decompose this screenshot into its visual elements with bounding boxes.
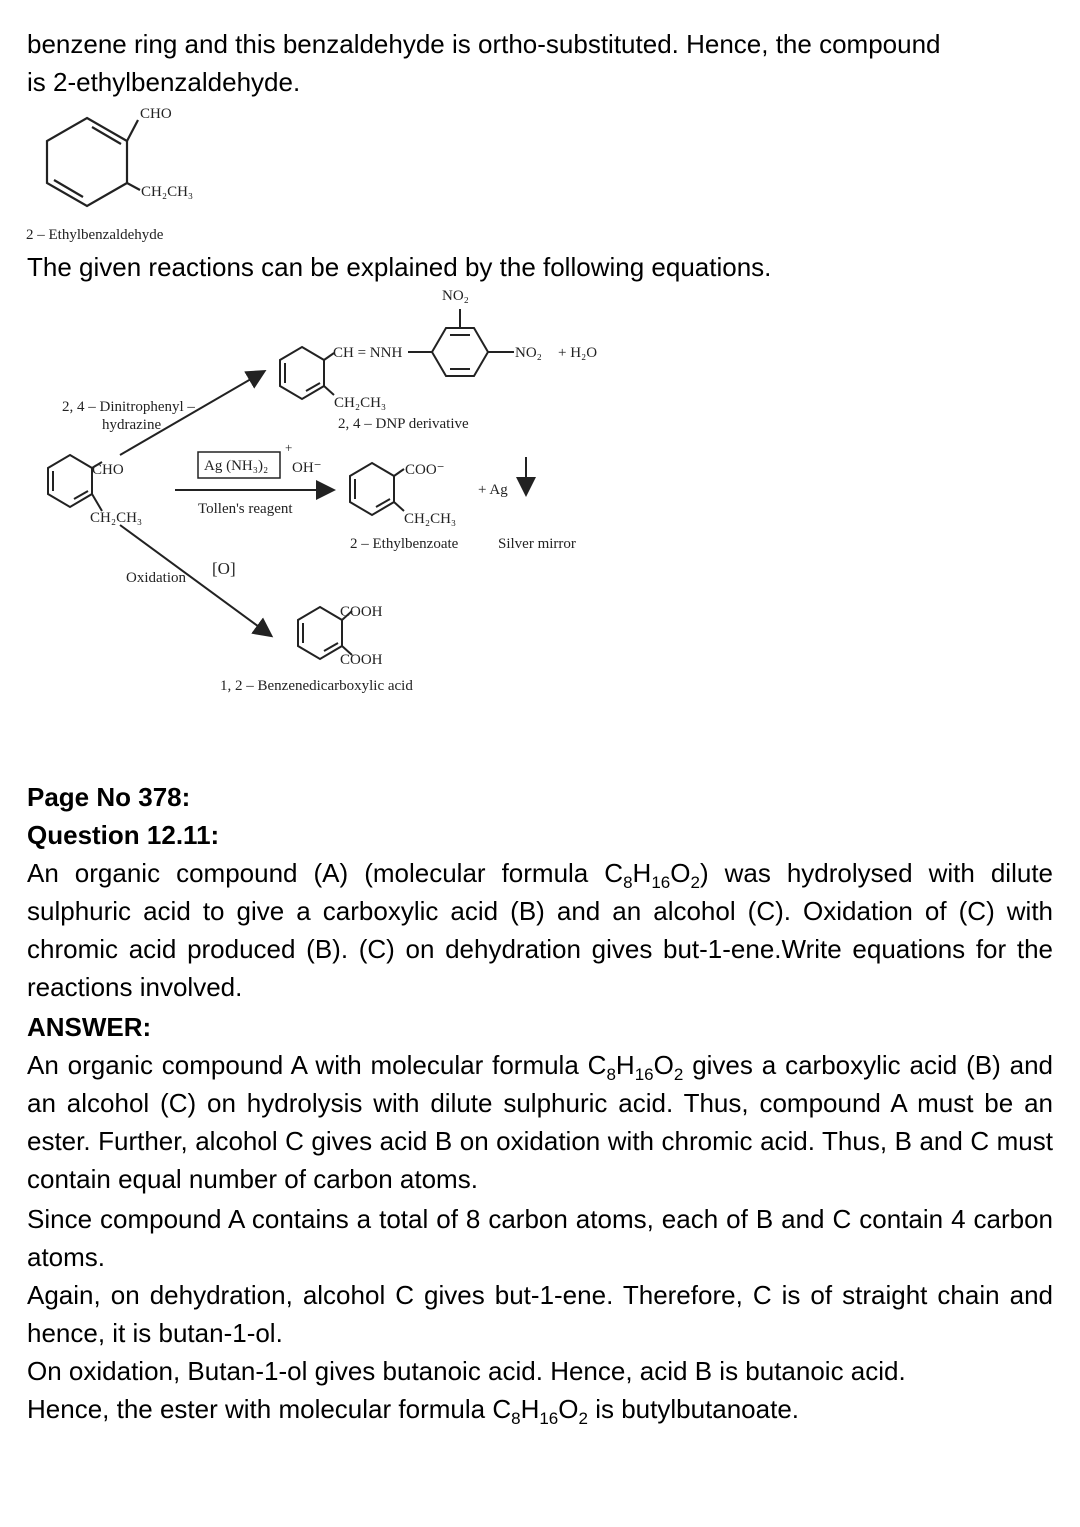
ethylbenzaldehyde-caption: 2 – Ethylbenzaldehyde bbox=[26, 227, 164, 243]
intro-line-1: benzene ring and this benzaldehyde is ortho-substituted. Hence, the compound bbox=[27, 29, 941, 59]
plus-ag: + Ag bbox=[478, 482, 508, 498]
dnp-no2-right: NO₂ bbox=[515, 345, 542, 361]
tollens-label: Tollen's reagent bbox=[198, 501, 293, 517]
dnp-ethyl: CH₂CH₃ bbox=[334, 395, 387, 411]
cho-label: CHO bbox=[140, 106, 172, 122]
benzoate-ring bbox=[350, 463, 404, 515]
ester-ethyl: CH₂CH₃ bbox=[404, 511, 457, 527]
cooh-1: COOH bbox=[340, 604, 383, 620]
tollens-charge: + bbox=[285, 440, 293, 455]
answer-paragraph-3: Again, on dehydration, alcohol C gives but-1-ene. Therefore, C is of straight chain and hence, it is butan-1-ol. bbox=[27, 1280, 1053, 1348]
dnp-link: CH = NNH bbox=[333, 345, 403, 361]
benzoate-caption: 2 – Ethylbenzoate bbox=[350, 536, 459, 552]
intro-line-2: is 2-ethylbenzaldehyde. bbox=[27, 67, 301, 97]
coo-label: COO⁻ bbox=[405, 462, 445, 478]
answer-paragraph-2: Since compound A contains a total of 8 carbon atoms, each of B and C contain 4 carbon atoms. bbox=[27, 1204, 1053, 1272]
intro-paragraph bbox=[27, 25, 1053, 101]
reagent1-line2: hydrazine bbox=[102, 417, 162, 433]
reagent1-line1: 2, 4 – Dinitrophenyl – bbox=[62, 399, 195, 415]
answer-paragraph-5: Hence, the ester with molecular formula $C_8H_{16}O_2$ is butylbutanoate. bbox=[27, 1394, 800, 1429]
tollens-complex: Ag (NH₃)₂ bbox=[204, 458, 269, 474]
answer-label: ANSWER: bbox=[27, 1012, 152, 1042]
start-ethyl: CH₂CH₃ bbox=[90, 510, 143, 526]
reaction-scheme bbox=[20, 285, 660, 705]
answer-paragraph-4: On oxidation, Butan-1-ol gives butanoic acid. Hence, acid B is butanoic acid. bbox=[27, 1356, 906, 1386]
oxidation-label: Oxidation bbox=[126, 570, 186, 586]
dnp-ring-1 bbox=[280, 347, 334, 399]
answer-paragraph-1: An organic compound A with molecular formula $C_8H_{16}O_2$ gives a carboxylic acid (B) and an alcohol (C) on hydrolysis with dilute sulphuric acid. Thus, compound A must be an ester. Further, alcohol C gives acid B on oxidation with chromic acid. Thus, B and C must contain equal number of carbon atoms. bbox=[27, 1050, 1053, 1194]
question-number: Question 12.11: bbox=[27, 820, 220, 850]
oxidation-symbol: [O] bbox=[212, 559, 236, 578]
acid-caption: 1, 2 – Benzenedicarboxylic acid bbox=[220, 678, 413, 694]
reactions-intro: The given reactions can be explained by the following equations. bbox=[27, 252, 772, 282]
start-cho: CHO bbox=[92, 462, 124, 478]
silver-caption: Silver mirror bbox=[498, 536, 576, 552]
page-number: Page No 378: bbox=[27, 782, 191, 812]
dnp-plus-water: + H₂O bbox=[558, 345, 598, 361]
cooh-2: COOH bbox=[340, 652, 383, 668]
tollens-oh: OH⁻ bbox=[292, 460, 322, 476]
dnp-ring-2 bbox=[432, 309, 514, 376]
dnp-no2-top: NO₂ bbox=[442, 288, 469, 304]
dnp-caption: 2, 4 – DNP derivative bbox=[338, 416, 469, 432]
ethyl-label: CH₂CH₃ bbox=[141, 184, 194, 200]
question-text: An organic compound (A) (molecular formula $C_8H_{16}O_2$) was hydrolysed with dilute sulphuric acid to give a carboxylic acid (B) and an alcohol (C). Oxidation of (C) with chromic acid produced (B). (C) on dehydration gives but-1-ene.Write equations for the reactions involved. bbox=[27, 858, 1053, 1002]
ethylbenzaldehyde-structure bbox=[20, 98, 250, 248]
